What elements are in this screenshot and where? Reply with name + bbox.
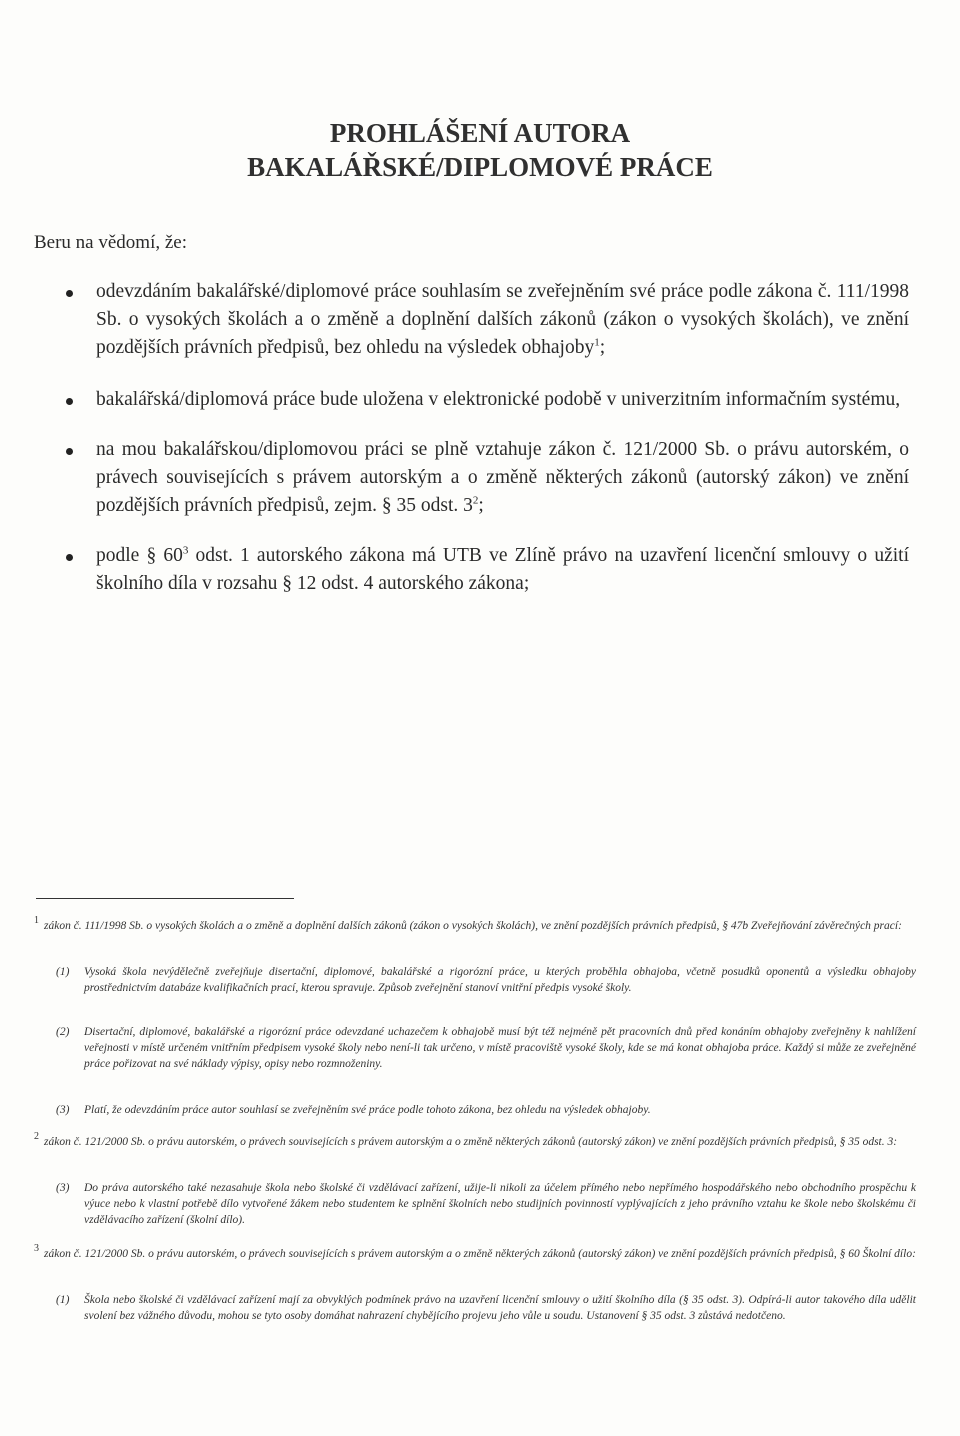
list-item [96,278,909,362]
item-text: Vysoká škola nevýdělečně zveřejňuje disertační, diplomové, bakalářské a rigorózní práce, u kterých proběhla obhajoba, včetně posudků oponentů a výsledku obhajoby prostřednictvím databáze kvalifikačních prací, kterou spravuje. Způsob zveřejnění stanoví vnitřní předpis vysoké školy. [84,966,916,994]
item-label: (2) [56,1026,70,1038]
footnote-ref: 3 [182,544,189,557]
declaration-list [0,278,960,598]
footnote-2-item-1 [36,1180,916,1228]
footnote-3 [34,1243,916,1262]
footnote-number: 3 [34,1243,39,1254]
bullet-icon [66,290,73,297]
footnote-lead: zákon č. 111/1998 Sb. o vysokých školách a o změně a doplnění dalších zákonů (zákon o vysokých školách), ve znění pozdějších právních předpisů, § 47b Zveřejňování závěrečných prací: [44,920,902,932]
item-label: (1) [56,966,70,978]
footnote-ref: 2 [472,494,479,507]
page-title [0,116,960,184]
bullet-text: na mou bakalářskou/diplomovou práci se plně vztahuje zákon č. 121/2000 Sb. o právu autorském, o právech souvisejících s právem autorským a o změně některých zákonů (autorský zákon) ve znění pozdějších právních předpisů, zejm. § 35 odst. 3 [96,439,909,516]
list-item [96,436,909,520]
bullet-text: podle § 60 [96,545,183,566]
item-text: Platí, že odevzdáním práce autor souhlasí se zveřejněním své práce podle tohoto zákona, bez ohledu na výsledek obhajoby. [84,1104,651,1116]
item-label: (1) [56,1294,70,1306]
footnote-1-item-1 [36,964,916,996]
title-line-2: BAKALÁŘSKÉ/DIPLOMOVÉ PRÁCE [247,152,713,182]
footnote-number: 1 [34,915,39,926]
bullet-text-cont: odst. 1 autorského zákona má UTB ve Zlíně právo na uzavření licenční smlouvy o užití školního díla v rozsahu § 12 odst. 4 autorského zákona; [96,545,909,594]
item-text: Disertační, diplomové, bakalářské a rigorózní práce odevzdané uchazečem k obhajobě musí být též nejméně pět pracovních dnů před konáním obhajoby zveřejněny k nahlížení veřejnosti v místě určeném vnitřním předpisem vysoké školy nebo není-li tak určeno, v místě pracoviště vysoké školy, kde se má konat obhajoba práce. Každý si může ze zveřejněné práce pořizovat na své náklady výpisy, opisy nebo rozmnoženiny. [84,1026,916,1070]
footnote-1-item-3 [36,1102,916,1118]
footnote-1 [34,915,916,934]
bullet-text: odevzdáním bakalářské/diplomové práce souhlasím se zveřejněním své práce podle zákona č. 111/1998 Sb. o vysokých školách a o změně a doplnění dalších zákonů (zákon o vysokých školách), ve znění pozdějších právních předpisů, bez ohledu na výsledek obhajoby [96,281,909,358]
item-text: Škola nebo školské či vzdělávací zařízení mají za obvyklých podmínek právo na uzavření licenční smlouvy o užití školního díla (§ 35 odst. 3). Odpírá-li autor takového díla udělit svolení bez vážného důvodu, mohou se tyto osoby domáhat nahrazení chybějícího projevu jeho vůle u soudu. Ustanovení § 35 odst. 3 zůstává nedotčeno. [84,1294,916,1322]
intro-text: Beru na vědomí, že: [34,232,188,253]
item-label: (3) [56,1104,70,1116]
footnote-lead: zákon č. 121/2000 Sb. o právu autorském, o právech souvisejících s právem autorským a o změně některých zákonů (autorský zákon) ve znění pozdějších právních předpisů, § 60 Školní dílo: [44,1248,916,1260]
footnote-lead: zákon č. 121/2000 Sb. o právu autorském, o právech souvisejících s právem autorským a o změně některých zákonů (autorský zákon) ve znění pozdějších právních předpisů, § 35 odst. 3: [44,1136,898,1148]
bullet-icon [66,554,73,561]
bullet-text: bakalářská/diplomová práce bude uložena v elektronické podobě v univerzitním informačním systému, [96,389,901,410]
footnote-ref: 1 [594,336,600,349]
bullet-text-end: ; [478,495,484,516]
title-line-1: PROHLÁŠENÍ AUTORA [329,118,631,148]
bullet-icon [66,398,73,405]
footnote-number: 2 [34,1131,39,1142]
footnote-3-item-1 [36,1292,916,1324]
footnote-divider [36,898,294,899]
item-text: Do práva autorského také nezasahuje škola nebo školské či vzdělávací zařízení, užije-li nikoli za účelem přímého nebo nepřímého hospodářského nebo obchodního prospěchu k výuce nebo k vlastní potřebě dílo vytvořené žákem nebo studentem ke splnění školních nebo studijních povinností vyplývajících z jeho právního vztahu ke škole nebo školskému či vzdělávacího zařízení (školní dílo). [84,1182,916,1226]
bullet-text-end: ; [599,337,606,358]
footnote-2 [34,1131,916,1150]
item-label: (3) [56,1182,70,1194]
footnote-1-item-2 [36,1024,916,1072]
list-item [96,386,909,414]
bullet-icon [66,448,73,455]
list-item [96,542,909,598]
